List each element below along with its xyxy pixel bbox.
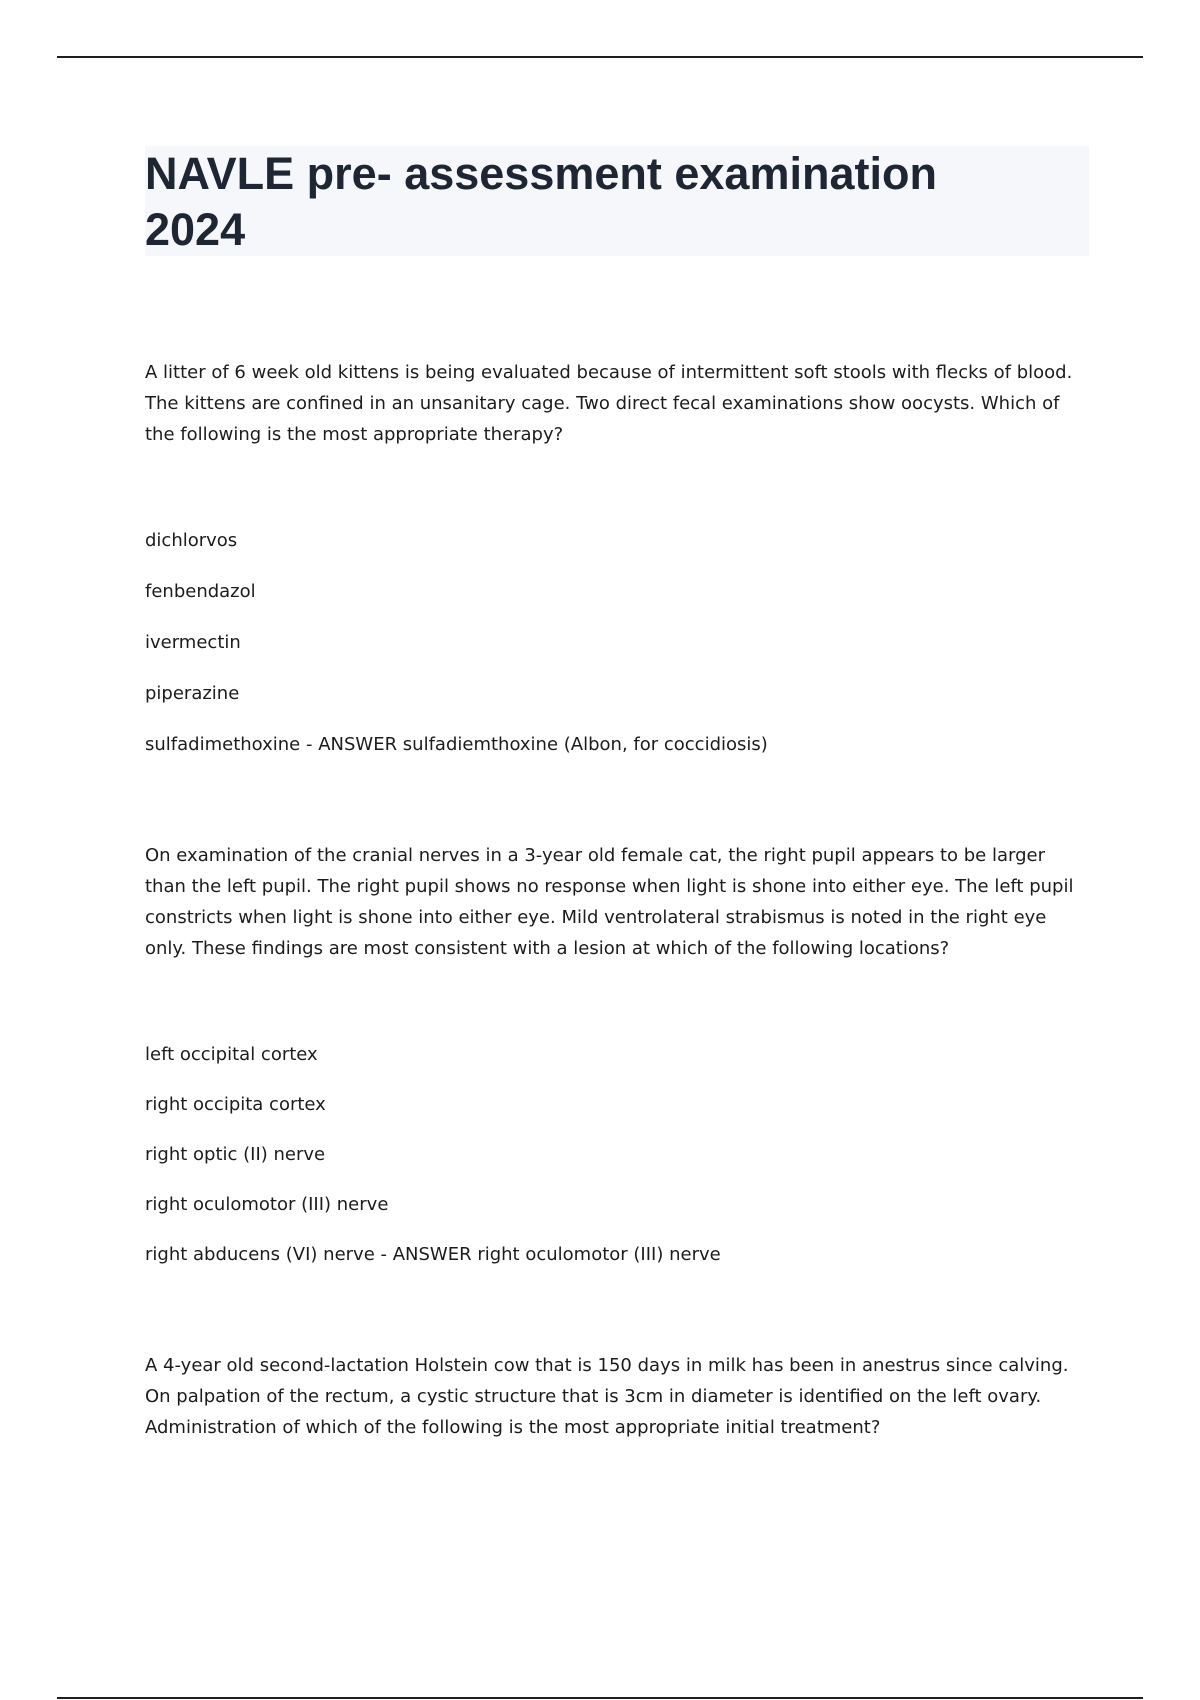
document-body: [145, 357, 1090, 1443]
document-title: NAVLE pre- assessment examination 2024: [145, 148, 937, 255]
answer-option: sulfadimethoxine - ANSWER sulfadiemthoxine (Albon, for coccidiosis): [145, 734, 768, 755]
answer-option: right occipita cortex: [145, 1094, 326, 1115]
question-block: [145, 840, 1090, 1267]
answer-option: right oculomotor (III) nerve: [145, 1194, 389, 1215]
answer-options: [145, 1042, 1090, 1267]
answer-option: piperazine: [145, 683, 240, 704]
question-block: [145, 357, 1090, 757]
question-text: On examination of the cranial nerves in a 3-year old female cat, the right pupil appears to be larger than the left pupil. The right pupil shows no response when light is shone into either eye. The left pupil constricts when light is shone into either eye. Mild ventrolateral strabismus is noted in the right eye only. These findings are most consistent with a lesion at which of the following locations?: [145, 845, 1074, 959]
answer-option: left occipital cortex: [145, 1044, 318, 1065]
bottom-divider: [57, 1697, 1143, 1699]
question-text: A 4-year old second-lactation Holstein cow that is 150 days in milk has been in anestrus since calving. On palpation of the rectum, a cystic structure that is 3cm in diameter is identified on the left ovary. Administration of which of the following is the most appropriate initial treatment?: [145, 1355, 1069, 1438]
answer-option: fenbendazol: [145, 581, 256, 602]
answer-option: right abducens (VI) nerve - ANSWER right oculomotor (III) nerve: [145, 1244, 721, 1265]
answer-options: [145, 528, 1090, 757]
top-divider: [57, 56, 1143, 58]
question-text: A litter of 6 week old kittens is being evaluated because of intermittent soft stools with flecks of blood. The kittens are confined in an unsanitary cage. Two direct fecal examinations show oocysts. Which of the following is the most appropriate therapy?: [145, 362, 1073, 445]
question-block: [145, 1350, 1090, 1443]
answer-option: right optic (II) nerve: [145, 1144, 326, 1165]
answer-option: dichlorvos: [145, 530, 238, 551]
answer-option: ivermectin: [145, 632, 241, 653]
